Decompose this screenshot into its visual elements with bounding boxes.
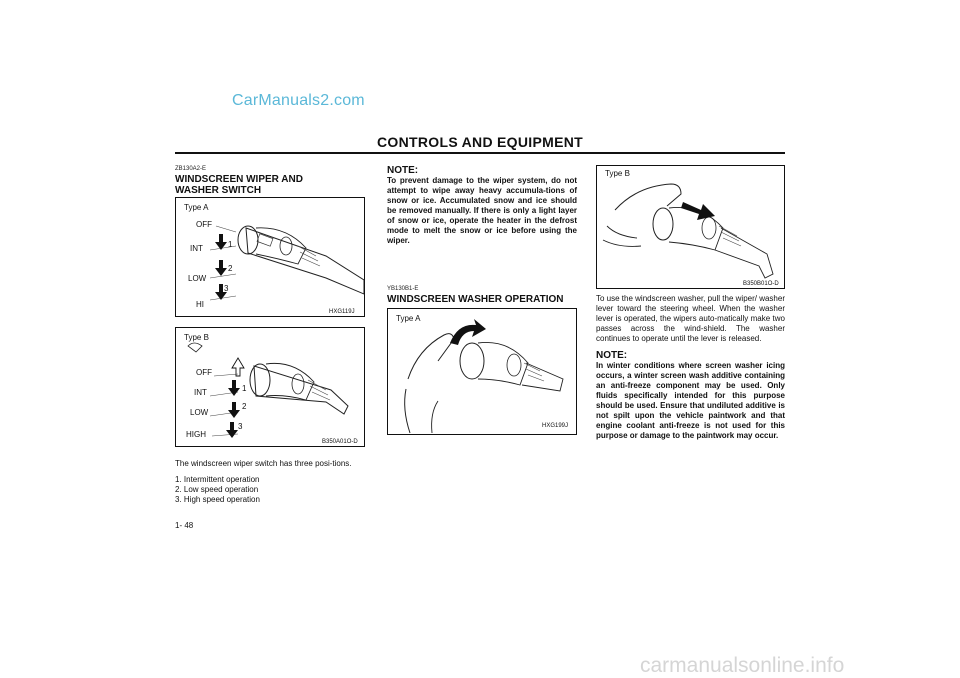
washer-lever-illustration bbox=[388, 309, 576, 434]
arrow-down-icon bbox=[228, 380, 240, 396]
figure-code: B350B01O-D bbox=[743, 281, 779, 287]
wiper-lever-illustration-a bbox=[176, 198, 364, 316]
position-high-label: HIGH bbox=[186, 430, 206, 439]
position-number-2: 2 bbox=[242, 402, 247, 411]
position-int-label: INT bbox=[190, 244, 203, 253]
wiper-lever-illustration-b bbox=[176, 328, 364, 446]
wiper-symbol-icon bbox=[188, 343, 202, 352]
list-item: 1. Intermittent operation bbox=[175, 475, 260, 484]
figure-code: HXG119J bbox=[329, 309, 355, 315]
figure-wiper-type-b bbox=[175, 327, 365, 447]
position-number-3: 3 bbox=[238, 422, 243, 431]
figure-type-label: Type B bbox=[184, 333, 209, 342]
header-rule bbox=[175, 152, 785, 154]
note-text: In winter conditions where screen washer icing occurs, a winter screen wash additive containing an anti-freeze component may be used. Only fluids specifically intended for this purpose should be used. Ensure that undiluted additive is not spilt upon the vehicle paintwork and that engine coolant anti-freeze is not used for this purpose or damage to the paintwork may occur. bbox=[596, 361, 785, 440]
position-off-label: OFF bbox=[196, 220, 212, 229]
figure-washer-type-b bbox=[596, 165, 785, 289]
washer-operation-text: To use the windscreen washer, pull the wiper/ washer lever toward the steering wheel. When the washer lever is operated, the wipers auto-matically make two passes across the wind-shield. The washer continues to operate until the lever is released. bbox=[596, 294, 785, 343]
position-number-1: 1 bbox=[242, 384, 247, 393]
position-number-2: 2 bbox=[228, 264, 233, 273]
note-label: NOTE: bbox=[387, 165, 419, 176]
figure-code: HXG199J bbox=[542, 423, 569, 429]
note-text: To prevent damage to the wiper system, do not attempt to wipe away heavy accumula-tions of snow or ice. Accumulated snow and ice should be removed manually. If there is only a light layer of snow or ice, operate the heater in the defrost mode to melt the snow or ice before using the wiper. bbox=[387, 176, 577, 245]
position-low-label: LOW bbox=[188, 274, 207, 283]
section-heading: WINDSCREEN WASHER OPERATION bbox=[387, 294, 564, 305]
section-heading: WINDSCREEN WIPER AND WASHER SWITCH bbox=[175, 174, 303, 196]
position-low-label: LOW bbox=[190, 408, 209, 417]
arrow-down-icon bbox=[215, 260, 227, 276]
figure-type-label: Type A bbox=[396, 314, 421, 323]
position-int-label: INT bbox=[194, 388, 207, 397]
figure-wiper-type-a bbox=[175, 197, 365, 317]
washer-lever-illustration-b bbox=[597, 166, 784, 288]
wiper-switch-intro: The windscreen wiper switch has three posi-tions. bbox=[175, 459, 352, 468]
position-hi-label: HI bbox=[196, 300, 204, 309]
arrow-down-icon bbox=[228, 402, 240, 418]
watermark-logo[interactable]: CarManuals2.com bbox=[232, 92, 365, 109]
wiper-positions-list bbox=[175, 475, 365, 505]
page-number: 1- 48 bbox=[175, 521, 194, 530]
figure-type-label: Type A bbox=[184, 203, 209, 212]
note-label: NOTE: bbox=[596, 350, 628, 361]
curved-arrow-icon bbox=[450, 319, 486, 345]
position-number-1: 1 bbox=[228, 240, 233, 249]
position-off-label: OFF bbox=[196, 368, 212, 377]
watermark-footer[interactable]: carmanualsonline.info bbox=[640, 654, 845, 677]
arrow-down-icon bbox=[226, 422, 238, 438]
list-item: 2. Low speed operation bbox=[175, 485, 259, 494]
list-item: 3. High speed operation bbox=[175, 495, 260, 504]
position-number-3: 3 bbox=[224, 284, 229, 293]
arrow-up-outline-icon bbox=[232, 358, 244, 376]
section-code: ZB130A2-E bbox=[175, 166, 207, 172]
figure-code: B350A01O-D bbox=[322, 439, 358, 445]
page-header-title: CONTROLS AND EQUIPMENT bbox=[377, 134, 583, 150]
figure-washer-type-a bbox=[387, 308, 577, 435]
section-code: YB130B1-E bbox=[387, 286, 419, 292]
figure-type-label: Type B bbox=[605, 169, 630, 178]
